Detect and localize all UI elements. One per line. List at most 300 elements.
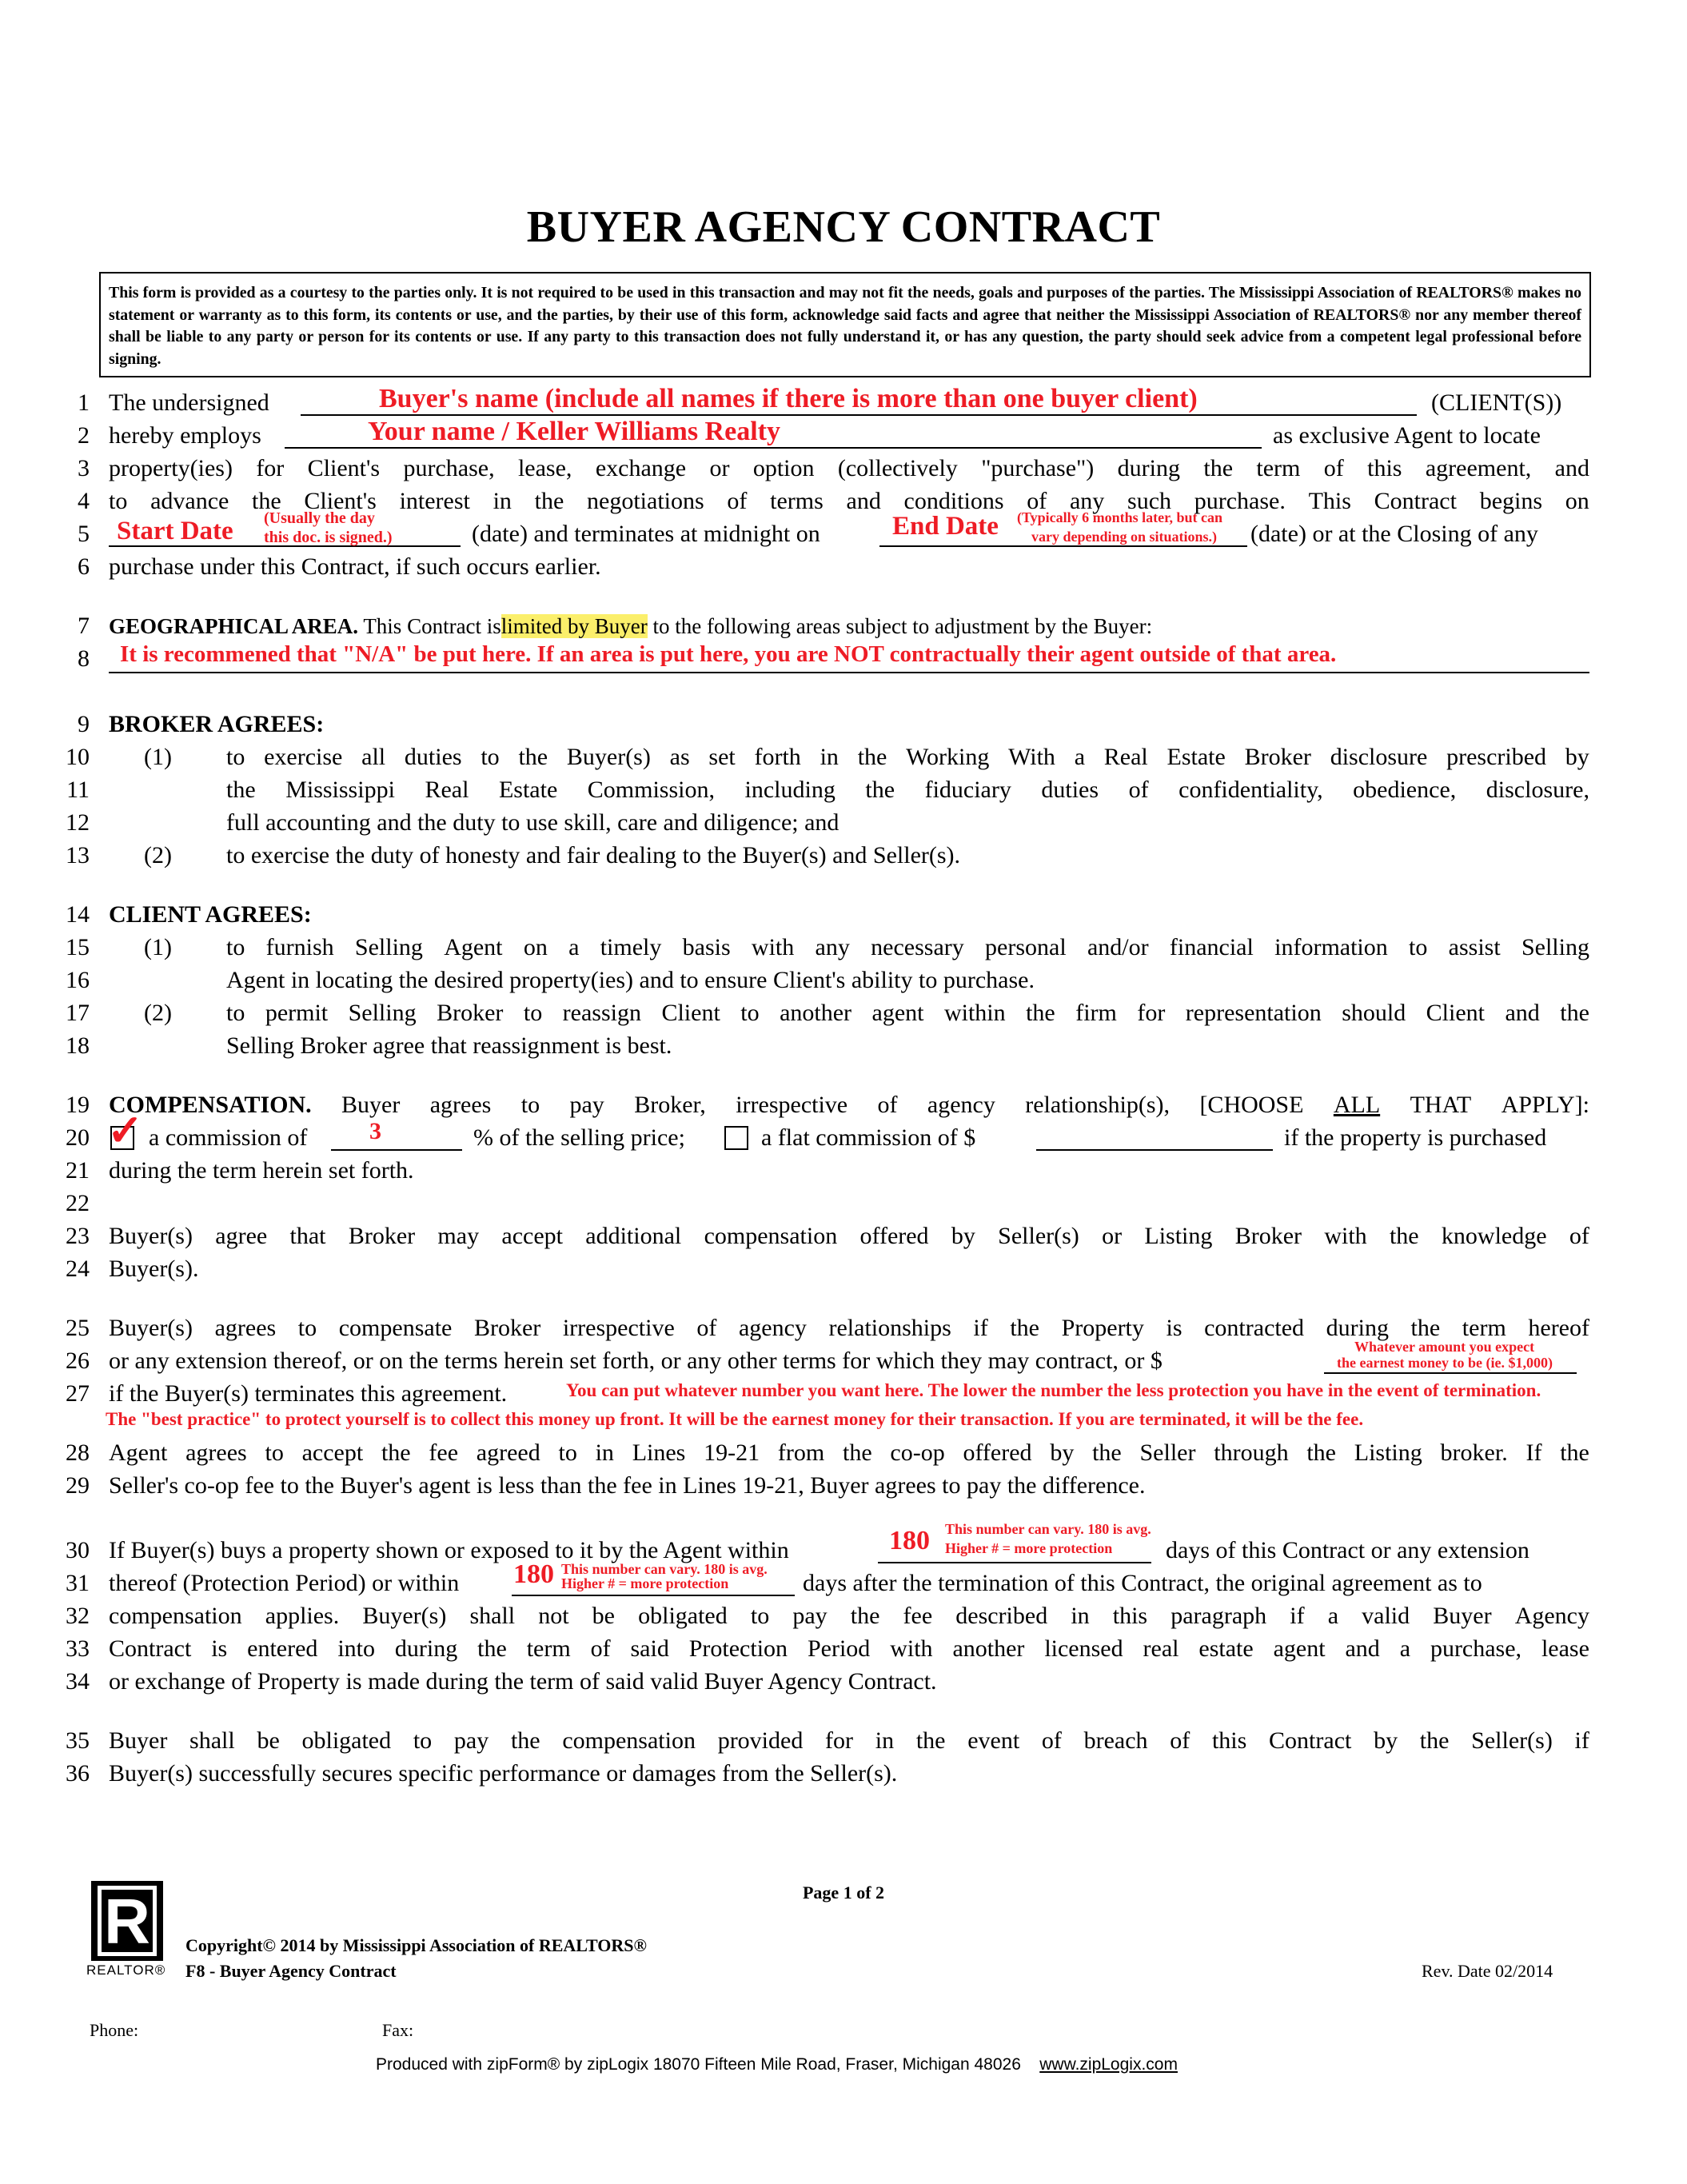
word: begins [1479, 488, 1543, 514]
word: conditions [903, 488, 1004, 514]
line-31-end: days after the termination of this Contract, the original agreement as to [803, 1570, 1482, 1596]
word: 19-21 [704, 1439, 760, 1466]
geographical-area-field[interactable] [109, 672, 1589, 673]
word: to [297, 1315, 317, 1341]
line-number: 15 [66, 934, 90, 960]
word: the [477, 1635, 507, 1662]
buyer-name-annotation: Buyer's name (include all names if there is more than one buyer client) [379, 384, 1198, 413]
word: term [1256, 455, 1301, 481]
word: such [1127, 488, 1172, 514]
word: if [1574, 1727, 1589, 1754]
word: by [951, 1223, 975, 1249]
word: provided [717, 1727, 804, 1754]
word: a [1327, 1603, 1339, 1629]
word: Property [1061, 1315, 1144, 1341]
word: lease [1541, 1635, 1589, 1662]
word: knowledge [1441, 1223, 1547, 1249]
word: be [257, 1727, 280, 1754]
word: a [1074, 744, 1086, 770]
word: the [842, 1439, 872, 1466]
word: the [1389, 1223, 1419, 1249]
line-27-text: if the Buyer(s) terminates this agreement. [109, 1380, 508, 1407]
selling-price-label: % of the selling price; [473, 1124, 685, 1151]
line-number: 14 [66, 901, 90, 928]
word: the [915, 1727, 946, 1754]
days-b-annotation: 180 [513, 1559, 554, 1589]
word: to [109, 488, 128, 514]
geographical-area: GEOGRAPHICAL AREA. This Contract islimited by Buyer to the following areas subject to adjustment by the Buyer: [109, 614, 1153, 638]
word: compensation [109, 1603, 242, 1629]
best-practice-annotation: The "best practice" to protect yourself is to collect this money up front. It will be the earnest money for their transaction. If you are terminated, it will be the fee. [106, 1409, 1364, 1429]
word: this [1112, 1603, 1148, 1629]
word: representation [1185, 1000, 1322, 1026]
line-number: 32 [66, 1603, 90, 1629]
word: Seller(s) [998, 1223, 1079, 1249]
word: in [875, 1727, 895, 1754]
word: APPLY]: [1501, 1092, 1589, 1118]
word: of [1323, 455, 1344, 481]
word: option [752, 455, 815, 481]
word: described [955, 1603, 1048, 1629]
line-number: 27 [66, 1380, 90, 1407]
word: with [751, 934, 795, 960]
word: COMPENSATION. [109, 1092, 312, 1118]
word: of [590, 1635, 611, 1662]
word: Broker [348, 1223, 416, 1249]
word: term [1462, 1315, 1506, 1341]
commission-annotation: 3 [369, 1118, 381, 1144]
word: Buyer [341, 1092, 401, 1118]
word: during [1326, 1315, 1389, 1341]
word: breach [1083, 1727, 1148, 1754]
word: Buyer(s) [109, 1315, 193, 1341]
word: If [1525, 1439, 1542, 1466]
word: any [1069, 488, 1105, 514]
word: another [952, 1635, 1025, 1662]
word: term [526, 1635, 571, 1662]
word: the [534, 488, 564, 514]
word: obligated [301, 1727, 392, 1754]
word: the [850, 1603, 880, 1629]
word: Contract [1269, 1727, 1352, 1754]
word: Listing [1354, 1439, 1422, 1466]
word: by [1374, 1727, 1398, 1754]
word: (collectively [837, 455, 958, 481]
word: is [1166, 1315, 1182, 1341]
line-number: 18 [66, 1032, 90, 1059]
word: valid [1362, 1603, 1410, 1629]
word: necessary [871, 934, 964, 960]
word: Client's [304, 488, 377, 514]
line-3 [109, 453, 1589, 485]
word: to [523, 1000, 543, 1026]
word: accept [301, 1439, 364, 1466]
word: with [890, 1635, 933, 1662]
word: Lines [632, 1439, 686, 1466]
word: set [708, 744, 736, 770]
word: co-op [890, 1439, 945, 1466]
commission-percent-field[interactable] [331, 1149, 462, 1151]
fax-label: Fax: [382, 2020, 414, 2040]
word: if [973, 1315, 988, 1341]
line-30-end: days of this Contract or any extension [1166, 1537, 1529, 1563]
word: for [256, 455, 285, 481]
word: and [1554, 455, 1589, 481]
line-33 [109, 1633, 1589, 1665]
word: This [1308, 488, 1351, 514]
word: interest [399, 488, 470, 514]
word: purchase. [1194, 488, 1286, 514]
word: to [481, 744, 500, 770]
word: to [413, 1727, 433, 1754]
word: not [538, 1603, 569, 1629]
word: the [857, 744, 887, 770]
word: advance [150, 488, 229, 514]
word: Buyer(s) [566, 744, 651, 770]
word: irrespective [736, 1092, 848, 1118]
word: to [265, 1439, 284, 1466]
line-5-closing: (date) or at the Closing of any [1250, 521, 1538, 547]
word: the [1026, 1000, 1055, 1026]
word: or [709, 455, 730, 481]
word: through [1214, 1439, 1289, 1466]
word: may [437, 1223, 480, 1249]
line-number: 8 [78, 645, 90, 672]
word: agrees [185, 1439, 247, 1466]
word: to [226, 934, 245, 960]
protection-days-field[interactable] [878, 1562, 1151, 1563]
line-number: 9 [78, 711, 90, 737]
word: agrees [214, 1315, 277, 1341]
word: Buyer [109, 1727, 168, 1754]
word: a [1399, 1635, 1411, 1662]
word: as [669, 744, 690, 770]
word: that [289, 1223, 326, 1249]
line-number: 31 [66, 1570, 90, 1596]
word: contracted [1204, 1315, 1305, 1341]
word: confidentiality, [1179, 777, 1323, 803]
word: agency [927, 1092, 995, 1118]
word: Real [1103, 744, 1148, 770]
word: the [1010, 1315, 1039, 1341]
word: of [1128, 777, 1149, 803]
word: the [518, 744, 548, 770]
line-number: 36 [66, 1760, 90, 1787]
word: basis [682, 934, 731, 960]
word: With [1008, 744, 1055, 770]
word: Client [1426, 1000, 1486, 1026]
end-note-2: vary depending on situations.) [1031, 529, 1218, 545]
line-28 [109, 1437, 1589, 1469]
line-31-text: thereof (Protection Period) or within [109, 1570, 460, 1596]
line-number: 12 [66, 809, 90, 836]
line-19 [109, 1089, 1589, 1121]
word: the [1419, 1727, 1450, 1754]
word: Client's [307, 455, 381, 481]
word: Selling [354, 934, 423, 960]
word: to [520, 1092, 540, 1118]
word: fiduciary [924, 777, 1011, 803]
line-15 [226, 932, 1589, 964]
word: this [1367, 455, 1402, 481]
page-number: Page 1 of 2 [802, 1883, 885, 1903]
line-number: 22 [66, 1190, 90, 1216]
word: for [1137, 1000, 1166, 1026]
word: Broker [1244, 744, 1311, 770]
line-30-text: If Buyer(s) buys a property shown or exposed to it by the Agent within [109, 1537, 789, 1563]
line-1-text: The undersigned [109, 389, 269, 416]
word: during [1117, 455, 1180, 481]
earnest-note-2: the earnest money to be (ie. $1,000) [1337, 1355, 1553, 1371]
end-date-annotation: End Date [892, 512, 999, 541]
word: negotiations [587, 488, 704, 514]
word: of [1027, 488, 1047, 514]
client-name-field[interactable] [301, 414, 1417, 416]
realtor-logo [91, 1881, 163, 1961]
word: should [1342, 1000, 1406, 1026]
word: the [1203, 455, 1234, 481]
word: on [1565, 488, 1589, 514]
word: the [252, 488, 281, 514]
commission-label: a commission of [149, 1124, 308, 1151]
word: duties [404, 744, 462, 770]
line-26-text: or any extension thereof, or on the terms herein set forth, or any other terms for which they may contract, or $ [109, 1348, 1163, 1374]
word: the [1306, 1439, 1336, 1466]
line-32 [109, 1600, 1589, 1632]
word: agrees [429, 1092, 492, 1118]
word: lease, [517, 455, 572, 481]
word: on [523, 934, 548, 960]
line-number: 35 [66, 1727, 90, 1754]
word: Seller(s) [1471, 1727, 1553, 1754]
line-35 [109, 1725, 1589, 1757]
line-number: 33 [66, 1635, 90, 1662]
word: to [750, 1603, 770, 1629]
line-number: 19 [66, 1092, 90, 1118]
line-6-text: purchase under this Contract, if such occurs earlier. [109, 553, 601, 580]
start-date-annotation: Start Date [117, 517, 233, 545]
word: information [1274, 934, 1388, 960]
produced-by [376, 2055, 1178, 2074]
line-number: 6 [78, 553, 90, 580]
word: Agent [444, 934, 503, 960]
word: the [1410, 1315, 1441, 1341]
item-number: (2) [144, 842, 172, 868]
client-agrees-heading: CLIENT AGREES: [109, 901, 312, 928]
word: Selling [348, 1000, 417, 1026]
realtor-logo-letter: R [98, 1886, 157, 1956]
line-number: 24 [66, 1256, 90, 1282]
word: or [1102, 1223, 1123, 1249]
word: offered [963, 1439, 1032, 1466]
line-number: 21 [66, 1157, 90, 1184]
line-number: 26 [66, 1348, 90, 1374]
line-number: 5 [78, 521, 90, 547]
word: the [1092, 1439, 1122, 1466]
line-5-text: (date) and terminates at midnight on [472, 521, 820, 547]
word: of [1041, 1727, 1062, 1754]
start-note-2: this doc. is signed.) [264, 529, 393, 546]
item-number: (1) [144, 934, 172, 960]
word: all [361, 744, 386, 770]
word: is [211, 1635, 228, 1662]
word: real [1143, 1635, 1179, 1662]
word: and [1345, 1635, 1380, 1662]
word: obedience, [1353, 777, 1457, 803]
word: obligated [638, 1603, 728, 1629]
word: ALL [1333, 1092, 1381, 1118]
word: reassign [562, 1000, 641, 1026]
line-2-text: hereby employs [109, 422, 261, 449]
word: Mississippi [285, 777, 395, 803]
days-b-note-1: This number can vary. 180 is avg. [561, 1561, 768, 1577]
word: to [558, 1439, 577, 1466]
word: of [1170, 1727, 1190, 1754]
word: applies. [265, 1603, 340, 1629]
word: be [592, 1603, 615, 1629]
disclaimer-box: This form is provided as a courtesy to the parties only. It is not required to be used in this transaction and may not fit the needs, goals and purposes of the parties. The Mississippi Association of REALTORS® makes no statement or warranty as to this form, its contents or use, and the parties, by their use of this form, acknowledge said facts and agree that neither the Mississippi Association of REALTORS® nor any member thereof shall be liable to any party or person for its contents or use. If any party to this transaction does not fully understand it, or has any question, the party should seek advice from a competent legal professional before signing. [99, 272, 1591, 377]
word: permit [265, 1000, 329, 1026]
line-12-text: full accounting and the duty to use skill, care and diligence; and [226, 809, 840, 836]
word: Contract [109, 1635, 192, 1662]
line-number: 25 [66, 1315, 90, 1341]
line-number: 4 [78, 488, 90, 514]
word: fee [903, 1603, 933, 1629]
checkmark-icon: ✓ [107, 1107, 144, 1155]
line-number: 20 [66, 1124, 90, 1151]
word: "purchase") [981, 455, 1095, 481]
copyright-text: Copyright© 2014 by Mississippi Association of REALTORS® [185, 1935, 647, 1955]
days-a-annotation: 180 [889, 1526, 930, 1555]
word: THAT [1410, 1092, 1472, 1118]
line-17 [226, 997, 1589, 1029]
word: any [815, 934, 850, 960]
flat-commission-label: a flat commission of $ [761, 1124, 976, 1151]
line-10 [226, 741, 1589, 773]
word: Estate [1167, 744, 1226, 770]
word: another [780, 1000, 852, 1026]
line-13-text: to exercise the duty of honesty and fair dealing to the Buyer(s) and Seller(s). [226, 842, 961, 868]
word: irrespective [562, 1315, 675, 1341]
word: offered [859, 1223, 929, 1249]
word: Commission, [587, 777, 715, 803]
word: event [967, 1727, 1020, 1754]
word: to [740, 1000, 760, 1026]
word: by [1565, 744, 1589, 770]
line-number: 13 [66, 842, 90, 868]
word: shall [189, 1727, 235, 1754]
word: from [777, 1439, 825, 1466]
after-termination-days-field[interactable] [512, 1595, 795, 1596]
termination-fee-field[interactable] [1324, 1372, 1577, 1374]
line-23 [109, 1220, 1589, 1252]
item-number: (2) [144, 1000, 172, 1026]
word: Broker, [634, 1092, 706, 1118]
word: the [381, 1439, 411, 1466]
word: pay [453, 1727, 489, 1754]
flat-commission-checkbox[interactable] [724, 1126, 748, 1150]
line-number: 10 [66, 744, 90, 770]
word: terms [770, 488, 824, 514]
word: purchase, [403, 455, 495, 481]
word: to [226, 1000, 245, 1026]
produced-by-text: Produced with zipForm® by zipLogix 18070 Fifteen Mile Road, Fraser, Michigan 48026 [376, 2055, 1021, 2074]
word: of [877, 1092, 898, 1118]
word: prescribed [1446, 744, 1547, 770]
word: agent [1273, 1635, 1326, 1662]
line-24-text: Buyer(s). [109, 1256, 199, 1282]
word: Buyer(s) [109, 1223, 193, 1249]
agent-name-field[interactable] [285, 447, 1262, 449]
word: in [595, 1439, 614, 1466]
word: of [727, 488, 748, 514]
realtor-logo-caption: REALTOR® [86, 1962, 166, 1978]
word: compensation [562, 1727, 696, 1754]
word: additional [585, 1223, 682, 1249]
word: estate [1198, 1635, 1254, 1662]
word: exercise [264, 744, 343, 770]
line-number: 7 [78, 613, 90, 639]
word: by [1050, 1439, 1075, 1466]
days-b-note-2: Higher # = more protection [561, 1575, 729, 1591]
word: if [1290, 1603, 1305, 1629]
word: this [1211, 1727, 1247, 1754]
word: duties [1041, 777, 1099, 803]
word: the [865, 777, 895, 803]
word: compensate [338, 1315, 453, 1341]
line-1-client: (CLIENT(S)) [1431, 389, 1562, 416]
word: and [1505, 1000, 1540, 1026]
word: timely [600, 934, 662, 960]
word: relationships [828, 1315, 951, 1341]
end-note-1: (Typically 6 months later, but can [1017, 509, 1223, 525]
word: including [744, 777, 836, 803]
word: [CHOOSE [1199, 1092, 1304, 1118]
line-11 [226, 774, 1589, 806]
word: Broker [473, 1315, 541, 1341]
line-16-text: Agent in locating the desired property(ies) and to ensure Client's ability to purchase. [226, 967, 1035, 993]
word: Selling [1521, 934, 1589, 960]
word: Period [807, 1635, 871, 1662]
line-number: 28 [66, 1439, 90, 1466]
word: within [943, 1000, 1006, 1026]
word: personal [985, 934, 1067, 960]
l27-note-annotation: You can put whatever number you want here. The lower the number the less protection you have in the event of termination. [566, 1380, 1541, 1400]
limited-by-buyer-highlight: limited by Buyer [501, 614, 648, 638]
word: to [1409, 934, 1428, 960]
word: a [568, 934, 580, 960]
ziplogix-link[interactable]: www.zipLogix.com [1039, 2055, 1178, 2074]
line-number: 23 [66, 1223, 90, 1249]
word: furnish [265, 934, 334, 960]
line-number: 17 [66, 1000, 90, 1026]
word: Agency [1514, 1603, 1589, 1629]
word: the [226, 777, 256, 803]
word: accept [501, 1223, 563, 1249]
flat-commission-field[interactable] [1036, 1149, 1273, 1151]
word: Buyer [1433, 1603, 1492, 1629]
end-date-field[interactable] [879, 545, 1247, 547]
word: in [1071, 1603, 1090, 1629]
word: forth [754, 744, 801, 770]
line-29-text: Seller's co-op fee to the Buyer's agent is less than the fee in Lines 19-21, Buyer agrees to pay the difference. [109, 1472, 1146, 1499]
word: broker. [1440, 1439, 1508, 1466]
word: the [1560, 1000, 1589, 1026]
word: during [394, 1635, 458, 1662]
word: agree [215, 1223, 268, 1249]
line-number: 29 [66, 1472, 90, 1499]
form-name: F8 - Buyer Agency Contract [185, 1961, 397, 1981]
